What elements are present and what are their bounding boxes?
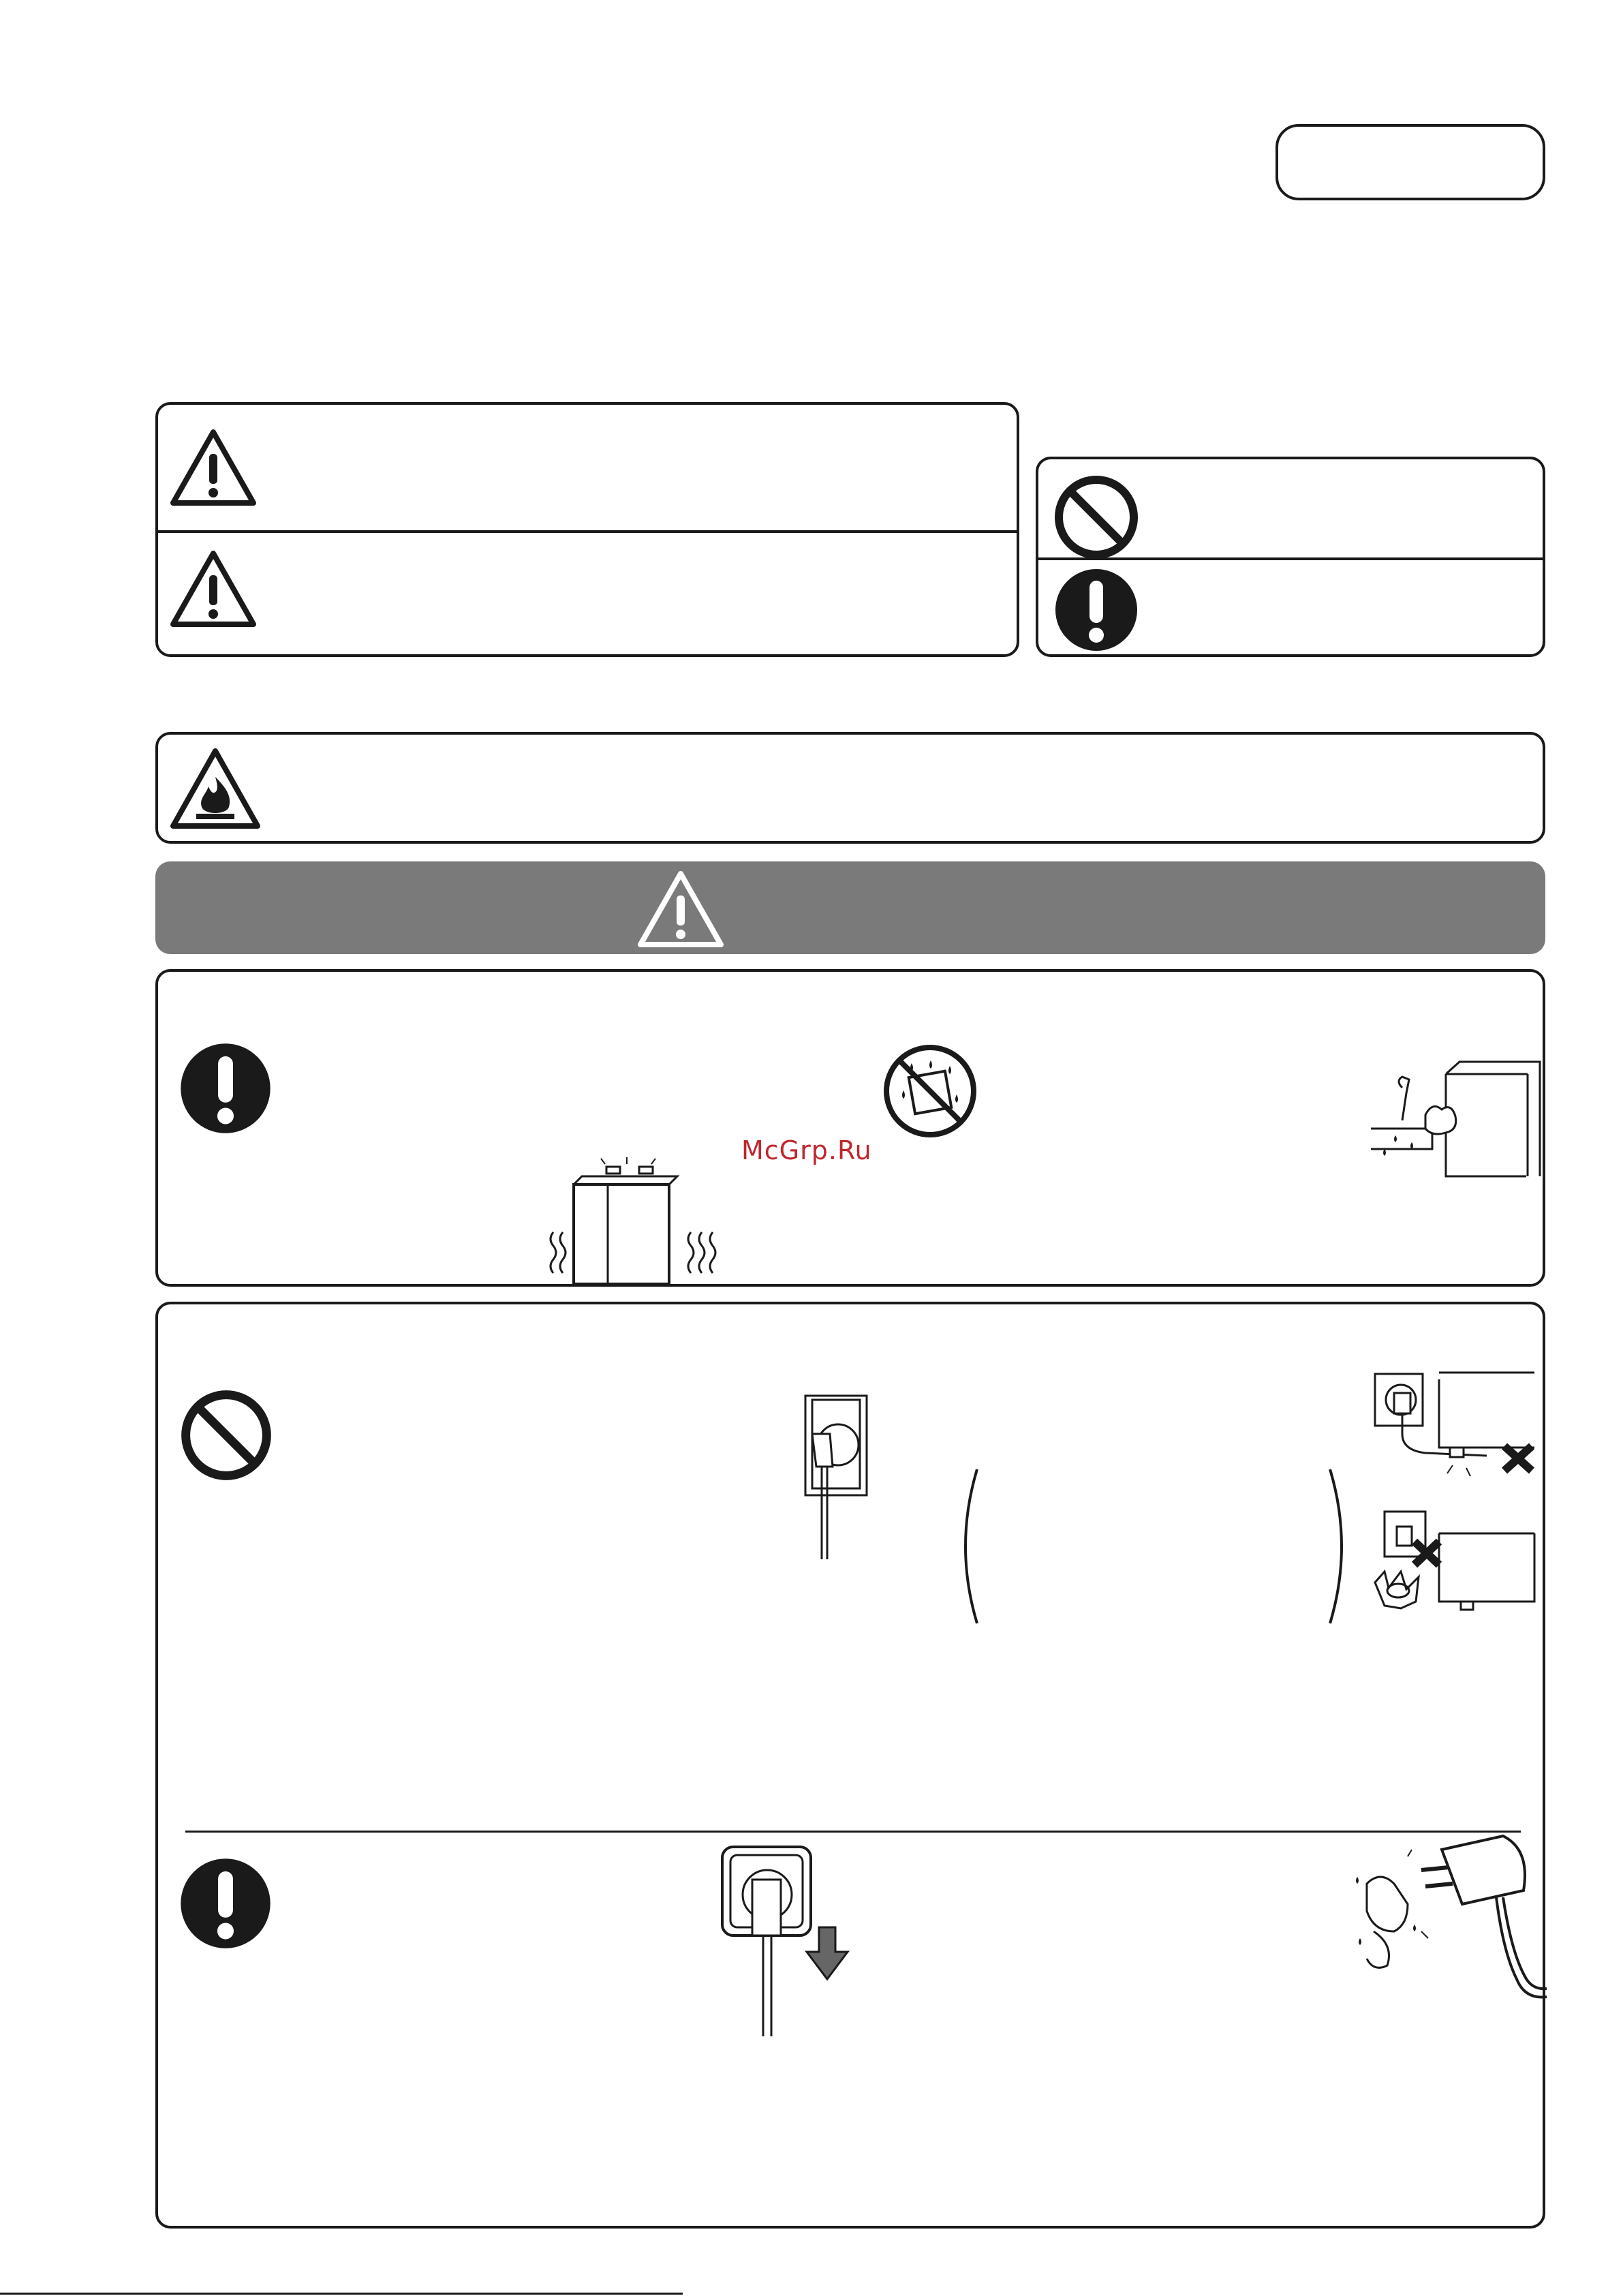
flammable-warning-icon <box>169 747 262 830</box>
legend-row-mandatory <box>1038 560 1543 656</box>
symbol-legend <box>1036 457 1545 657</box>
footer-rule <box>0 2293 683 2295</box>
wet-hands-plug-illustration <box>1346 1829 1551 2013</box>
installation-section <box>155 969 1545 1287</box>
cord-bundled-illustration <box>1371 1506 1548 1629</box>
warning-banner <box>155 861 1545 954</box>
power-cord-section <box>155 1302 1545 2229</box>
mandatory-exclamation-icon <box>179 1856 273 1950</box>
plug-in-socket-illustration <box>799 1393 908 1563</box>
watermark: McGrp.Ru <box>741 1135 872 1165</box>
warning-triangle-icon <box>169 428 258 507</box>
mandatory-exclamation-icon <box>179 1041 273 1135</box>
prohibition-icon <box>180 1389 273 1482</box>
unplug-by-plug-illustration <box>710 1843 874 2040</box>
signal-word-legend <box>155 402 1019 657</box>
legend-row-warning <box>158 405 1017 530</box>
flammable-notice <box>155 732 1545 844</box>
caution-triangle-icon <box>169 549 258 628</box>
no-water-icon <box>882 1043 978 1139</box>
fridge-vibration-illustration <box>526 1157 730 1284</box>
section-divider <box>185 1831 1521 1833</box>
cord-crushed-illustration <box>1371 1366 1548 1482</box>
language-badge <box>1276 124 1545 200</box>
right-parenthesis <box>1327 1468 1348 1625</box>
prohibition-icon <box>1053 474 1139 560</box>
water-splash-illustration <box>1371 1047 1548 1204</box>
legend-row-prohibited <box>1038 459 1543 556</box>
mandatory-exclamation-icon <box>1053 567 1139 653</box>
banner-warning-triangle-icon <box>636 870 725 949</box>
legend-row-caution <box>158 533 1017 656</box>
left-parenthesis <box>959 1468 980 1625</box>
